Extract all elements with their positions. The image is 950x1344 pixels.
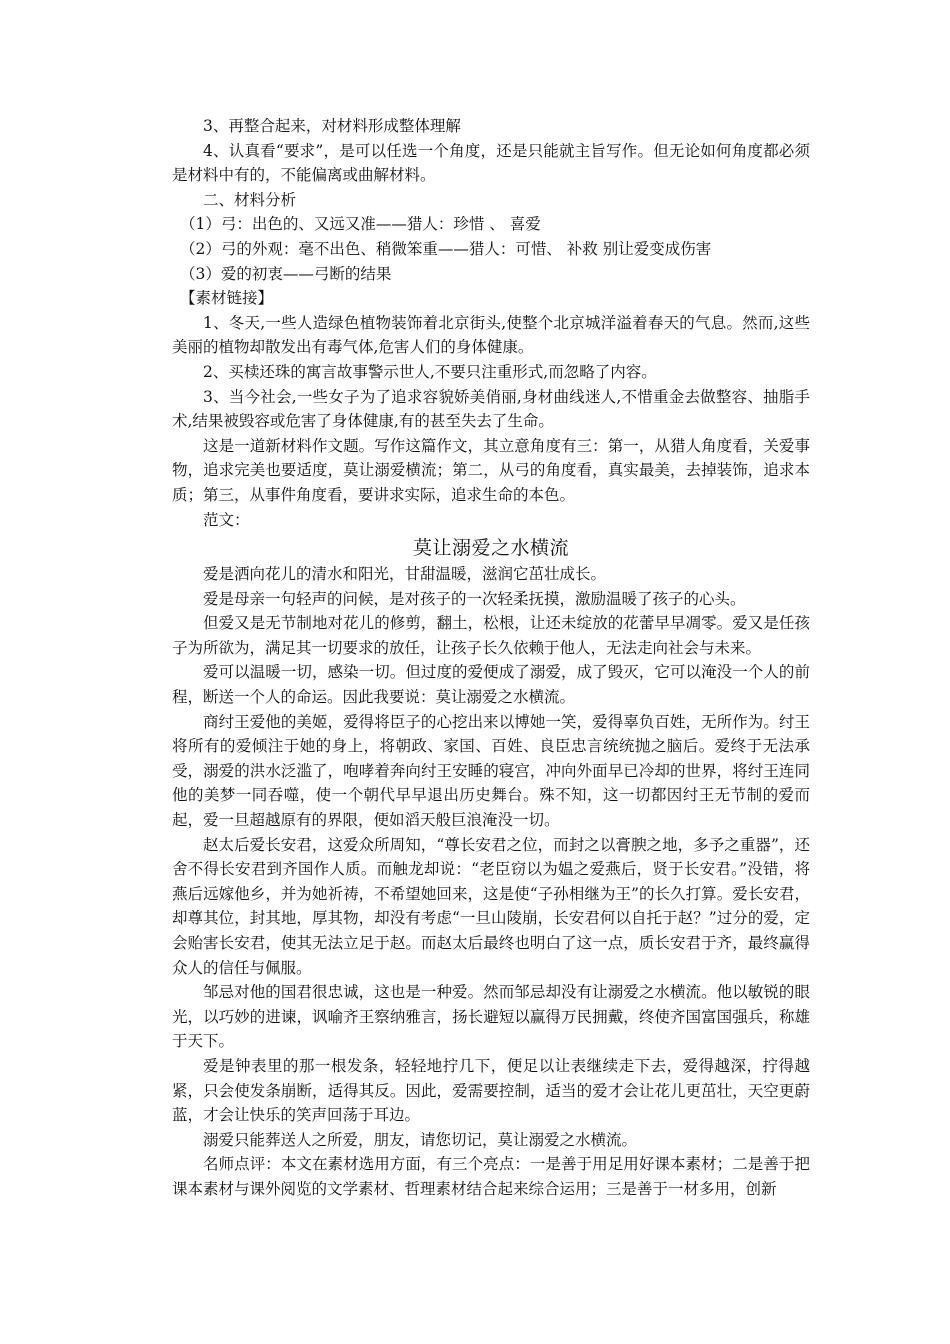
intro-step-3: 3、再整合起来，对材料形成整体理解 xyxy=(203,117,461,135)
essay-title: 莫让溺爱之水横流 xyxy=(412,537,569,560)
essay-paragraph: 爱是母亲一句轻声的问候，是对孩子的一次轻柔抚摸，激励温暖了孩子的心头。 xyxy=(203,589,746,608)
essay-paragraph: 商纣王爱他的美姬，爱得将臣子的心挖出来以博她一笑，爱得辜负百姓，无所作为。纣王将所有的爱倾注于她的身上，将朝政、家国、百姓、良臣忠言统统抛之脑后。爱终于无法承受，溺爱的洪水泛滥了，咆哮着奔向纣王安睡的寝宫，冲向外面早已冷却的世界，将纣王连同他的美梦一同吞噬，使一个朝代早早退出历史舞台。殊不知，这一切都因纣王无节制的爱而起，爱一旦超越原有的界限，便如滔天般巨浪淹没一切。 xyxy=(172,712,810,830)
essay-paragraph: 爱是洒向花儿的清水和阳光，甘甜温暖，滋润它茁壮成长。 xyxy=(203,565,607,584)
analysis-item-1: （1）弓：出色的、又远又准——猎人：珍惜 、 喜爱 xyxy=(180,215,541,234)
material-link-1: 1、冬天,一些人造绿色植物装饰着北京街头,使整个北京城洋溢着春天的气息。然而,这些美丽的植物却散发出有毒气体,危害人们的身体健康。 xyxy=(172,313,810,357)
topic-summary: 这是一道新材料作文题。写作这篇作文，其立意角度有三：第一，从猎人角度看，关爱事物，追求完美也要适度，莫让溺爱横流；第二，从弓的角度看，真实最美，去掉装饰，追求本质；第三，从事件角度看，要讲求实际，追求生命的本色。 xyxy=(172,436,810,504)
essay-paragraph: 爱是钟表里的那一根发条，轻轻地拧几下，便足以让表继续走下去，爱得越深，拧得越紧，只会使发条崩断，适得其反。因此，爱需要控制，适当的爱才会让花儿更茁壮，天空更蔚蓝，才会让快乐的笑声回荡于耳边。 xyxy=(172,1056,810,1125)
intro-step-4: 4、认真看“要求”，是可以任选一个角度，还是只能就主旨写作。但无论如何角度都必须是材料中有的，不能偏离或曲解材料。 xyxy=(172,141,810,185)
teacher-comment: 名师点评：本文在素材选用方面，有三个亮点：一是善于用足用好课本素材；二是善于把课本素材与课外阅览的文学素材、哲理素材结合起来综合运用；三是善于一材多用，创新 xyxy=(172,1155,810,1198)
material-link-3: 3、当今社会,一些女子为了追求容貌娇美俏丽,身材曲线迷人,不惜重金去做整容、抽脂手术,结果被毁容或危害了身体健康,有的甚至失去了生命。 xyxy=(172,387,810,431)
analysis-heading: 二、材料分析 xyxy=(203,190,297,209)
analysis-item-3: （3）爱的初衷——弓断的结果 xyxy=(180,264,392,283)
sample-essay-label: 范文： xyxy=(203,510,250,529)
essay-paragraph: 赵太后爱长安君，这爱众所周知，“尊长安君之位，而封之以膏腴之地，多予之重器”，还舍不得长安君到齐国作人质。而触龙却说：“老臣窃以为媪之爱燕后，贤于长安君。”没错，将燕后远嫁他乡，并为她祈祷，不希望她回来，这是使“子孙相继为王”的长久打算。爱长安君，却尊其位，封其地，厚其物，却没有考虑“一旦山陵崩，长安君何以自托于赵？”过分的爱，定会贻害长安君，使其无法立足于赵。而赵太后最终也明白了这一点，质长安君于齐，最终赢得众人的信任与佩服。 xyxy=(172,835,810,977)
essay-paragraph: 溺爱只能葬送人之所爱，朋友，请您切记，莫让溺爱之水横流。 xyxy=(203,1130,638,1149)
document-page xyxy=(172,114,810,1202)
essay-paragraph: 爱可以温暖一切，感染一切。但过度的爱便成了溺爱，成了毁灭，它可以淹没一个人的前程，断送一个人的命运。因此我要说：莫让溺爱之水横流。 xyxy=(172,663,810,707)
material-link-2: 2、买椟还珠的寓言故事警示世人,不要只注重形式,而忽略了内容。 xyxy=(203,362,657,381)
essay-paragraph: 邹忌对他的国君很忠诚，这也是一种爱。然而邹忌却没有让溺爱之水横流。他以敏锐的眼光，以巧妙的进谏，讽喻齐王察纳雅言，扬长避短以赢得万民拥戴，终使齐国富国强兵，称雄于天下。 xyxy=(172,983,810,1051)
material-links-heading: 【素材链接】 xyxy=(180,289,274,308)
essay-paragraph: 但爱又是无节制地对花儿的修剪，翻土，松根，让还未绽放的花蕾早早凋零。爱又是任孩子为所欲为，满足其一切要求的放任，让孩子长久依赖于他人，无法走向社会与未来。 xyxy=(172,614,810,657)
analysis-item-2: （2）弓的外观：毫不出色、稍微笨重——猎人：可惜、 补救 别让爱变成伤害 xyxy=(180,239,712,258)
